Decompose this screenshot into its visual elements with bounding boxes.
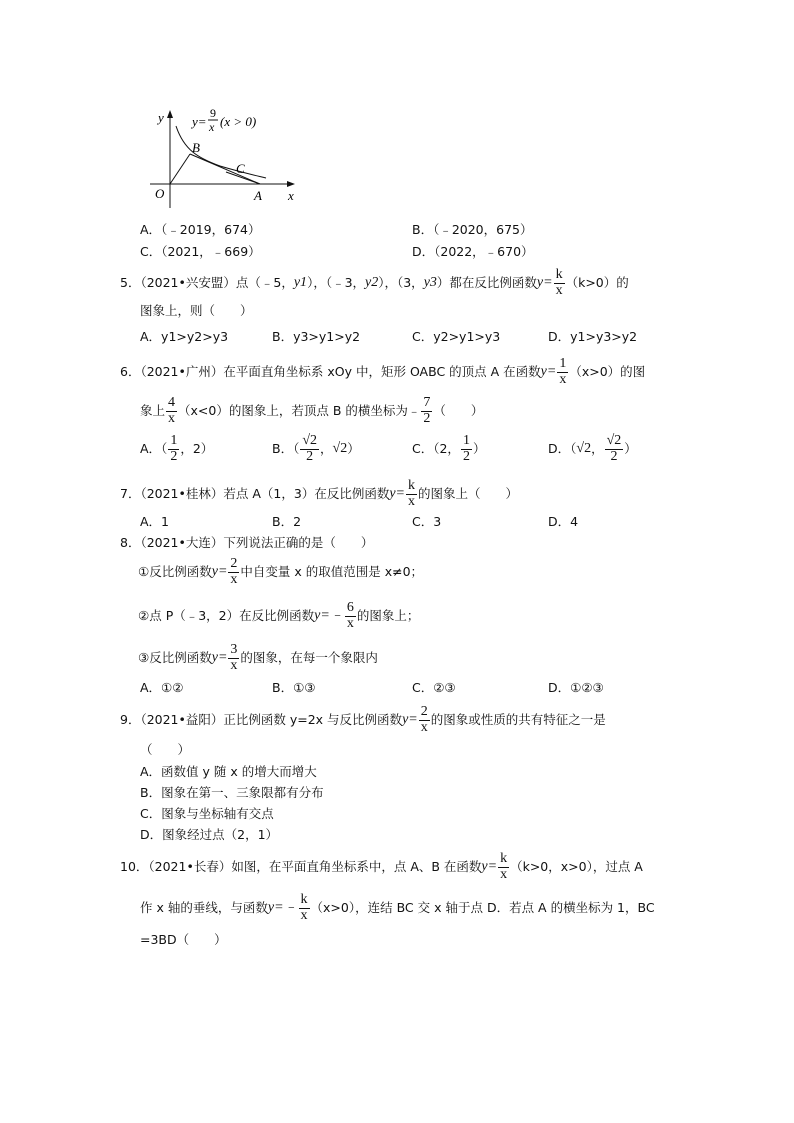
q6-line2 bbox=[140, 396, 483, 426]
q5-y2: y2 bbox=[365, 275, 379, 291]
q6-option-c-den: 2 bbox=[462, 448, 470, 464]
q8-statement-1-b: 中自变量 x 的取值范围是 x≠0； bbox=[240, 563, 424, 579]
q5-func-prefix: y= bbox=[536, 275, 553, 291]
q6-option-d bbox=[548, 434, 637, 464]
q5-stem-d: ）都在反比例函数 bbox=[436, 274, 537, 290]
q9-stem-b: 的图象或性质的共有特征之一是 bbox=[430, 711, 606, 727]
q9-line2: （ ） bbox=[140, 742, 191, 757]
q8-statement-3-num: 3 bbox=[230, 642, 238, 657]
q9-option-a: A．函数值 y 随 x 的增大而增大 bbox=[140, 764, 317, 779]
q6-option-b-fraction bbox=[300, 434, 319, 464]
q6-func2-fraction bbox=[166, 396, 177, 426]
q8-statement-2-num: 6 bbox=[346, 600, 354, 615]
q6-option-c-pre: C．（2， bbox=[412, 440, 460, 456]
q8-statement-1-fraction bbox=[228, 557, 239, 587]
q9-option-d: D．图象经过点（2，1） bbox=[140, 827, 279, 842]
q4-option-d: D．（2022，﹣670） bbox=[412, 244, 534, 259]
q6-func1-num: 1 bbox=[559, 356, 567, 371]
label-A: A bbox=[254, 188, 262, 203]
q6-line2-c: （ ） bbox=[433, 402, 484, 418]
q6-stem-a: 6．（2021•广州）在平面直角坐标系 xOy 中，矩形 OABC 的顶点 A 在函数 bbox=[120, 363, 541, 379]
q6-option-a-num: 1 bbox=[170, 433, 178, 448]
q10-func2-num: k bbox=[300, 892, 308, 907]
q8-statement-2-a: 点 P（﹣3，2）在反比例函数 bbox=[149, 607, 315, 623]
q8-statement-3-den: x bbox=[230, 657, 238, 673]
q5-stem-a: 5．（2021•兴安盟）点（﹣5， bbox=[120, 274, 294, 290]
q10-stem bbox=[120, 852, 643, 882]
q9-func-fraction bbox=[419, 705, 430, 735]
q7-func-num: k bbox=[408, 478, 415, 493]
q8-statement-3-a: 反比例函数 bbox=[149, 649, 212, 665]
q6-option-b-post: ） bbox=[347, 440, 360, 456]
q6-option-d-post: ） bbox=[624, 440, 637, 456]
q8-statement-2-mark: ② bbox=[138, 607, 150, 623]
q5-func-fraction bbox=[554, 268, 565, 298]
q8-statement-3-mark: ③ bbox=[138, 649, 150, 665]
q8-statement-2-den: x bbox=[346, 615, 354, 631]
x-axis-arrow bbox=[287, 181, 295, 187]
q9-stem-a: 9．（2021•益阳）正比例函数 y=2x 与反比例函数 bbox=[120, 711, 403, 727]
q6-option-b-pre: B．（ bbox=[272, 440, 300, 456]
q6-option-a-pre: A．（ bbox=[140, 440, 168, 456]
q10-line2 bbox=[140, 893, 655, 923]
q6-line2-a: 象上 bbox=[140, 402, 166, 418]
formula-prefix: y= bbox=[192, 114, 207, 129]
q6-option-b-sqrt: √2 bbox=[332, 441, 348, 457]
q6-stem bbox=[120, 357, 645, 387]
formula-num: 9 bbox=[210, 106, 216, 120]
q9-option-c: C．图象与坐标轴有交点 bbox=[140, 806, 274, 821]
q6-func1-den: x bbox=[559, 371, 567, 387]
q10-line2-a: 作 x 轴的垂线，与函数 bbox=[140, 899, 268, 915]
q6-option-a bbox=[140, 434, 213, 464]
formula-cond: (x > 0) bbox=[220, 114, 257, 129]
q5-func-den: x bbox=[555, 282, 563, 298]
segment-OB bbox=[170, 154, 190, 184]
q8-statement-3-b: 的图象，在每一个象限内 bbox=[240, 649, 378, 665]
q8-option-d: D．①②③ bbox=[548, 680, 604, 695]
q8-option-c: C．②③ bbox=[412, 680, 456, 695]
label-O: O bbox=[155, 186, 165, 201]
q5-option-a: A．y1>y2>y3 bbox=[140, 329, 229, 344]
q5-option-c: C．y2>y1>y3 bbox=[412, 329, 501, 344]
q10-func1-fraction bbox=[498, 852, 509, 882]
q5-stem bbox=[120, 268, 629, 298]
q10-stem-b: （k>0，x>0），过点 A bbox=[510, 858, 643, 874]
q6-option-b-den: 2 bbox=[306, 448, 314, 464]
q5-line2: 图象上，则（ ） bbox=[140, 303, 253, 318]
q6-frac-den: 2 bbox=[423, 410, 431, 426]
q6-option-b-mid: ， bbox=[320, 440, 333, 456]
q10-stem-a: 10．（2021•长春）如图，在平面直角坐标系中，点 A、B 在函数 bbox=[120, 858, 482, 874]
q5-stem-c: ），（3， bbox=[378, 274, 424, 290]
q9-func-prefix: y= bbox=[402, 712, 418, 728]
q8-statement-3-fraction bbox=[228, 643, 239, 673]
q7-option-b: B．2 bbox=[272, 514, 302, 529]
q9-func-num: 2 bbox=[420, 704, 428, 719]
q6-option-c bbox=[412, 434, 485, 464]
q9-stem bbox=[120, 705, 606, 735]
q8-statement-2-fraction bbox=[345, 601, 356, 631]
q8-stem: 8．（2021•大连）下列说法正确的是（ ） bbox=[120, 535, 374, 550]
label-y: y bbox=[158, 110, 164, 125]
q8-statement-3-func-prefix: y= bbox=[211, 650, 228, 666]
q8-statement-2-b: 的图象上； bbox=[356, 607, 420, 623]
q8-statement-1 bbox=[138, 557, 423, 587]
q5-stem-e: （k>0）的 bbox=[565, 274, 629, 290]
q6-option-b-num: √2 bbox=[302, 433, 318, 448]
q6-option-d-pre: D．（ bbox=[548, 440, 577, 456]
q6-option-c-num: 1 bbox=[462, 433, 470, 448]
q6-option-b bbox=[272, 434, 360, 464]
q7-stem-a: 7．（2021•桂林）若点 A（1，3）在反比例函数 bbox=[120, 485, 390, 501]
q6-func1-prefix: y= bbox=[540, 364, 557, 380]
q8-statement-1-num: 2 bbox=[230, 556, 238, 571]
q6-func2-num: 4 bbox=[168, 395, 176, 410]
q10-func1-den: x bbox=[500, 866, 508, 882]
q6-option-a-fraction bbox=[168, 434, 179, 464]
segment-BA bbox=[190, 154, 260, 184]
q6-option-d-num: √2 bbox=[606, 433, 622, 448]
q8-option-b: B．①③ bbox=[272, 680, 316, 695]
q6-stem-b: （x>0）的图 bbox=[569, 363, 646, 379]
q10-func2-prefix: y=﹣ bbox=[267, 900, 298, 916]
hyperbola-figure bbox=[140, 104, 300, 214]
q7-option-d: D．4 bbox=[548, 514, 579, 529]
q8-option-a: A．①② bbox=[140, 680, 184, 695]
formula-den: x bbox=[209, 120, 215, 134]
q6-option-a-den: 2 bbox=[170, 448, 178, 464]
q6-option-d-den: 2 bbox=[610, 448, 618, 464]
q7-func-den: x bbox=[408, 493, 415, 509]
q5-y3: y3 bbox=[423, 275, 437, 291]
q6-option-c-post: ） bbox=[472, 440, 486, 456]
q6-option-a-post: ，2） bbox=[180, 440, 214, 456]
q6-option-c-fraction bbox=[461, 434, 472, 464]
q6-option-d-mid: ， bbox=[591, 440, 604, 456]
q4-option-a: A．（﹣2019，674） bbox=[140, 222, 261, 237]
q10-line3: =3BD（ ） bbox=[140, 932, 227, 947]
q8-statement-1-a: 反比例函数 bbox=[149, 563, 212, 579]
q4-option-c: C．（2021，﹣669） bbox=[140, 244, 261, 259]
q8-statement-2-func-prefix: y=﹣ bbox=[314, 608, 344, 624]
q7-func-fraction bbox=[406, 479, 417, 509]
q6-option-d-sqrt: √2 bbox=[576, 441, 592, 457]
q7-stem bbox=[120, 479, 518, 509]
q8-statement-1-func-prefix: y= bbox=[211, 564, 228, 580]
q6-func1-fraction bbox=[557, 357, 568, 387]
q5-option-d: D．y1>y3>y2 bbox=[548, 329, 638, 344]
label-B: B bbox=[192, 140, 200, 155]
label-x: x bbox=[288, 188, 294, 203]
q7-stem-b: 的图象上（ ） bbox=[418, 485, 519, 501]
q6-frac-num: 7 bbox=[423, 395, 431, 410]
q10-line2-b: （x>0），连结 BC 交 x 轴于点 D．若点 A 的横坐标为 1，BC bbox=[310, 899, 655, 915]
q7-func-prefix: y= bbox=[389, 486, 405, 502]
y-axis-arrow bbox=[167, 110, 173, 118]
q9-option-b: B．图象在第一、三象限都有分布 bbox=[140, 785, 324, 800]
q9-func-den: x bbox=[420, 719, 428, 735]
q8-statement-1-mark: ① bbox=[138, 563, 150, 579]
q10-func2-fraction bbox=[299, 893, 310, 923]
q7-option-c: C．3 bbox=[412, 514, 442, 529]
q4-option-b: B．（﹣2020，675） bbox=[412, 222, 533, 237]
q5-y1: y1 bbox=[293, 275, 308, 291]
hyperbola-curve bbox=[176, 126, 266, 178]
q5-stem-b: ），（﹣3， bbox=[307, 274, 366, 290]
q10-func1-num: k bbox=[500, 851, 508, 866]
q6-func2-den: x bbox=[168, 410, 176, 426]
q6-line2-b: （x<0）的图象上，若顶点 B 的横坐标为﹣ bbox=[178, 402, 421, 418]
q10-func1-prefix: y= bbox=[481, 859, 498, 875]
q10-func2-den: x bbox=[300, 907, 308, 923]
q8-statement-1-den: x bbox=[230, 571, 238, 587]
q8-statement-2 bbox=[138, 601, 419, 631]
q6-option-d-fraction bbox=[605, 434, 624, 464]
q6-frac bbox=[421, 396, 432, 426]
label-C: C bbox=[236, 161, 245, 176]
q5-option-b: B．y3>y1>y2 bbox=[272, 329, 361, 344]
q5-func-num: k bbox=[555, 267, 563, 282]
q8-statement-3 bbox=[138, 643, 378, 673]
q7-option-a: A．1 bbox=[140, 514, 170, 529]
